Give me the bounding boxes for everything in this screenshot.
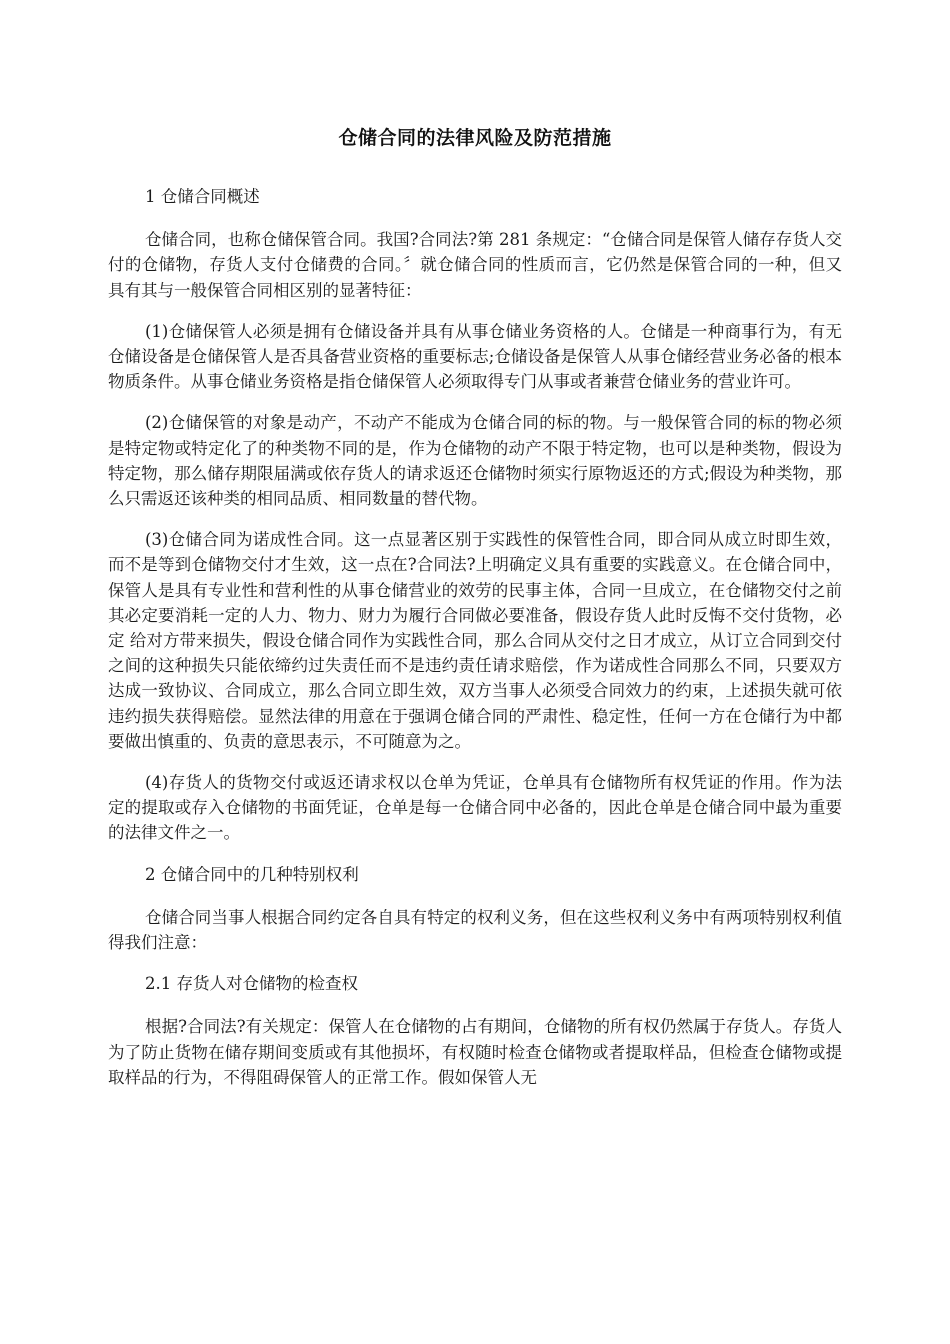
paragraph: 根据?合同法?有关规定：保管人在仓储物的占有期间，仓储物的所有权仍然属于存货人。存货人为了防止货物在储存期间变质或有其他损坏，有权随时检查仓储物或者提取样品，但检查仓储物或提取样品的行为，不得阻碍保管人的正常工作。假如保管人无	[108, 1017, 842, 1087]
paragraph: 仓储合同当事人根据合同约定各自具有特定的权利义务，但在这些权利义务中有两项特别权利值得我们注意：	[108, 907, 842, 953]
paragraph: (1)仓储保管人必须是拥有仓储设备并具有从事仓储业务资格的人。仓储是一种商事行为，有无仓储设备是仓储保管人是否具备营业资格的重要标志;仓储设备是保管人从事仓储经营业务必备的根本物质条件。从事仓储业务资格是指仓储保管人必须取得专门从事或者兼营仓储业务的营业许可。	[108, 321, 842, 392]
paragraph: (3)仓储合同为诺成性合同。这一点显著区别于实践性的保管性合同，即合同从成立时即生效，而不是等到仓储物交付才生效，这一点在?合同法?上明确定义具有重要的实践意义。在仓储合同中，保管人是具有专业性和营利性的从事仓储营业的效劳的民事主体，合同一旦成立，在仓储物交付之前其必定要消耗一定的人力、物力、财力为履行合同做必要准备，假设存货人此时反悔不交付货物，必定 给对方带来损失，假设仓储合同作为实践性合同，那么合同从交付之日才成立，从订立合同到交付之间的这种损失只能依缔约过失责任而不是违约责任请求赔偿，作为诺成性合同那么不同，只要双方 达成一致协议、合同成立，那么合同立即生效，双方当事人必须受合同效力的约束，上述损失就可依违约损失获得赔偿。显然法律的用意在于强调仓储合同的严肃性、稳定性，任何一方在仓储行为中都要做出慎重的、负责的意思表示，不可随意为之。	[108, 530, 842, 751]
section-heading-2: 2 仓储合同中的几种特别权利	[145, 864, 359, 884]
paragraph: 仓储合同，也称仓储保管合同。我国?合同法?第 281 条规定：“仓储合同是保管人储存存货人交付的仓储物，存货人支付仓储费的合同。〞就仓储合同的性质而言，它仍然是保管合同的一种，但又具有其与一般保管合同相区别的显著特征：	[108, 230, 842, 300]
document-body	[108, 184, 842, 1106]
section-heading-1: 1 仓储合同概述	[145, 187, 260, 206]
paragraph: (2)仓储保管的对象是动产，不动产不能成为仓储合同的标的物。与一般保管合同的标的物必须是特定物或特定化了的种类物不同的是，作为仓储物的动产不限于特定物，也可以是种类物，假设为特定物，那么储存期限届满或依存货人的请求返还仓储物时须实行原物返还的方式;假设为种类物，那么只需返还该种类的相同品质、相同数量的替代物。	[108, 413, 842, 509]
subsection-heading-2-1: 2.1 存货人对仓储物的检查权	[145, 974, 358, 994]
paragraph: (4)存货人的货物交付或返还请求权以仓单为凭证，仓单具有仓储物所有权凭证的作用。作为法定的提取或存入仓储物的书面凭证，仓单是每一仓储合同中必备的，因此仓单是仓储合同中最为重要的法律文件之一。	[108, 773, 842, 843]
document-title: 仓储合同的法律风险及防范措施	[338, 127, 612, 149]
